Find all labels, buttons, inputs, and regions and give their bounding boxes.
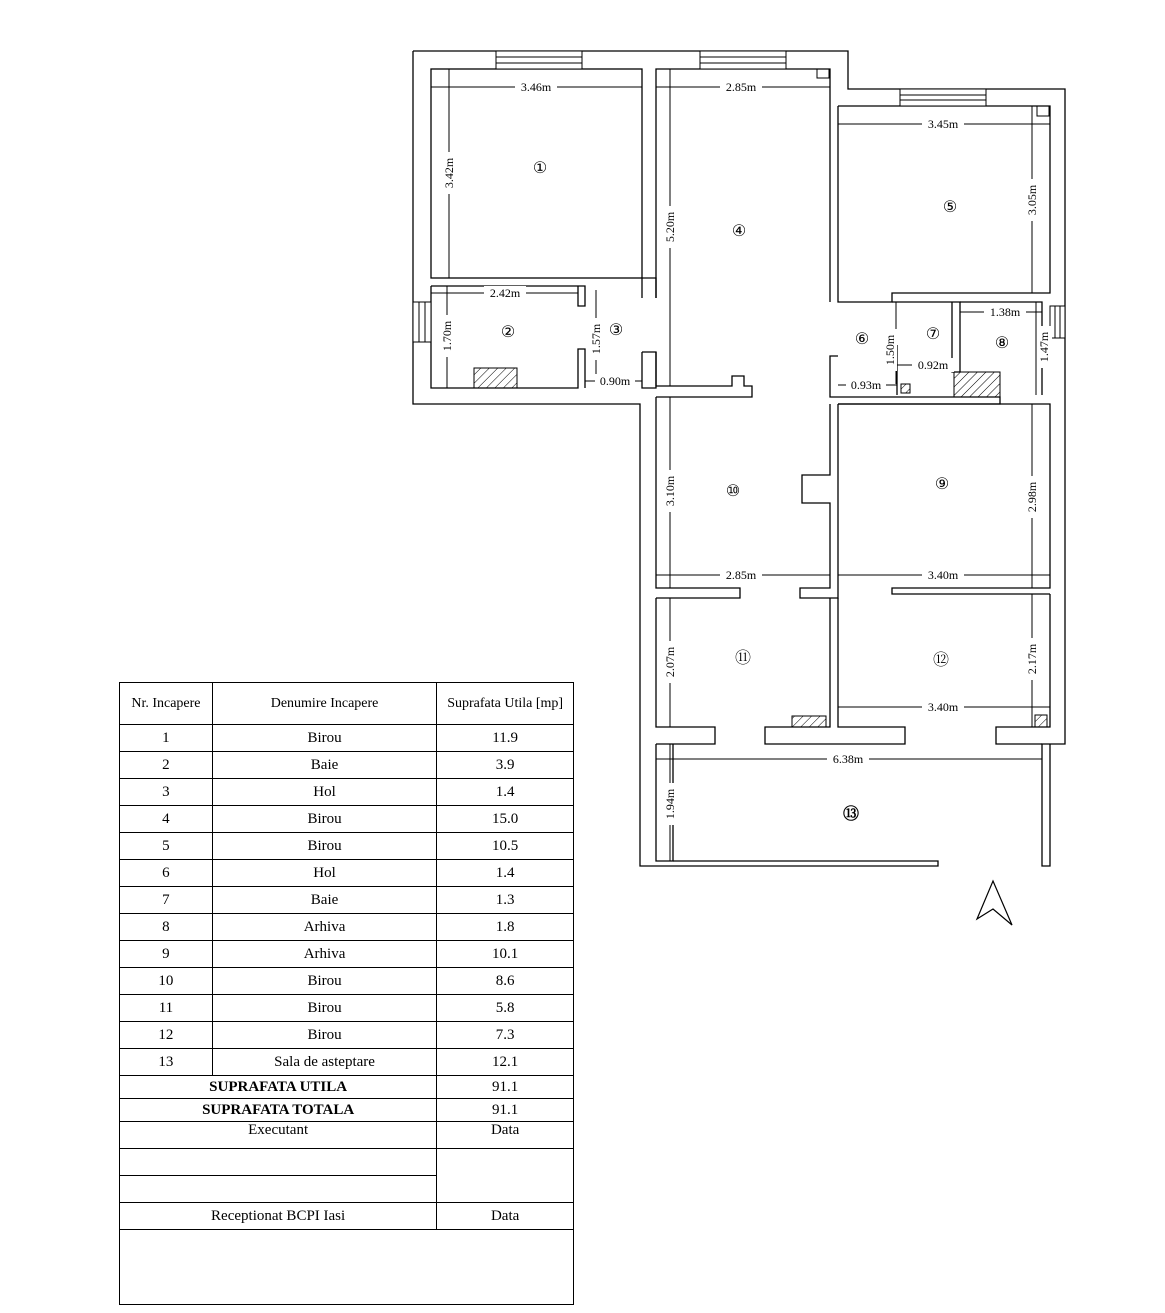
fixture-room-2 [474,368,517,388]
dim-room-8-height: 1.47m [1037,331,1051,363]
executant-blank-cell [120,1149,437,1176]
room-label-8: ⑧ [994,335,1010,352]
cell-nr: 8 [120,914,213,941]
room-3-wall [642,278,656,298]
cell-area: 8.6 [437,968,574,995]
dim-room-2-height: 1.70m [440,320,454,352]
table-row [120,914,574,941]
dim-room-3-height: 1.57m [589,323,603,355]
window-room-1 [496,51,582,69]
received-blank-cell [120,1230,574,1305]
useful-area-value: 91.1 [437,1076,574,1099]
room-label-6: ⑥ [854,331,870,348]
cell-name: Birou [212,995,436,1022]
dim-room-1-height: 3.42m [442,157,456,189]
table-row [120,779,574,806]
table-row [120,725,574,752]
cell-name: Hol [212,779,436,806]
dim-room-1-width: 3.46m [520,80,552,94]
executant-row [120,1122,574,1149]
room-9-10-wall [800,404,838,598]
dim-room-2-width: 2.42m [489,286,521,300]
header-useful-area: Suprafata Utila [mp] [437,683,574,725]
fixture-room-8 [954,372,1000,397]
table-row [120,968,574,995]
room-label-5: ⑤ [942,199,958,216]
cell-name: Sala de asteptare [212,1049,436,1076]
cell-name: Baie [212,887,436,914]
table-header-row [120,683,574,725]
cell-area: 10.1 [437,941,574,968]
window-room-4 [700,51,786,69]
fixture-room-11 [792,716,826,727]
cell-name: Birou [212,1022,436,1049]
header-room-name: Denumire Incapere [212,683,436,725]
cell-nr: 13 [120,1049,213,1076]
room-4-outline [656,69,830,302]
fixtures [474,69,1049,727]
cell-nr: 4 [120,806,213,833]
room-label-1: ① [532,160,548,177]
room-label-7: ⑦ [925,326,941,343]
executant-label: Executant [120,1122,437,1149]
dim-room-13-height: 1.94m [663,788,677,820]
cell-area: 12.1 [437,1049,574,1076]
total-area-row [120,1099,574,1122]
dim-room-8-width: 1.38m [989,305,1021,319]
cell-name: Birou [212,833,436,860]
cell-nr: 10 [120,968,213,995]
room-3-south [642,352,656,388]
dim-room-10-width: 2.85m [725,568,757,582]
cell-area: 3.9 [437,752,574,779]
dim-room-9-width: 3.40m [927,568,959,582]
room-label-3: ③ [608,322,624,339]
cell-area: 11.9 [437,725,574,752]
cell-nr: 6 [120,860,213,887]
cell-nr: 11 [120,995,213,1022]
received-label: Receptionat BCPI Iasi [120,1203,437,1230]
room-labels [501,160,1009,823]
cell-area: 1.4 [437,779,574,806]
table-row [120,860,574,887]
dim-room-4-width: 2.85m [725,80,757,94]
dim-room-10-height: 3.10m [663,475,677,507]
cell-area: 10.5 [437,833,574,860]
fixture-room-7 [901,384,910,393]
room-label-9: ⑨ [934,476,950,493]
fixture-room-5 [1037,106,1049,116]
room-11-east [765,598,905,744]
cell-name: Birou [212,968,436,995]
total-area-value: 91.1 [437,1099,574,1122]
cell-area: 1.4 [437,860,574,887]
dim-room-5-height: 3.05m [1025,184,1039,216]
cell-name: Arhiva [212,941,436,968]
table-row [120,1022,574,1049]
cell-area: 15.0 [437,806,574,833]
fixture-room-12 [1035,715,1047,727]
table-row [120,941,574,968]
room-9-outline [838,404,1050,594]
room-label-11: ⑪ [734,650,752,667]
room-label-12: ⑫ [932,652,950,669]
header-room-number: Nr. Incapere [120,683,213,725]
window-room-5 [900,89,986,106]
dim-room-13-width: 6.38m [832,752,864,766]
dim-room-5-width: 3.45m [927,117,959,131]
cell-name: Hol [212,860,436,887]
window-room-2 [413,302,431,342]
north-arrow-icon [977,881,1012,925]
dim-room-7-height: 1.50m [883,334,897,366]
table-row [120,806,574,833]
dim-room-11-height: 2.07m [663,646,677,678]
cell-area: 1.8 [437,914,574,941]
total-area-label: SUPRAFATA TOTALA [120,1099,437,1122]
cell-area: 7.3 [437,1022,574,1049]
room-label-13: ⑬ [842,806,860,823]
cell-nr: 12 [120,1022,213,1049]
dim-room-6-width: 0.93m [850,378,882,392]
cell-nr: 5 [120,833,213,860]
fixture-room-4 [817,69,829,78]
table-row [120,887,574,914]
executant-blank-row [120,1149,574,1176]
cell-name: Birou [212,806,436,833]
received-row [120,1203,574,1230]
cell-nr: 7 [120,887,213,914]
executant-blank-cell [120,1176,437,1203]
window-room-8 [1050,306,1065,338]
cell-area: 1.3 [437,887,574,914]
executant-date-cell [437,1149,574,1203]
dim-room-4-height: 5.20m [663,211,677,243]
table-row [120,752,574,779]
dim-room-12-width: 3.40m [927,700,959,714]
received-blank-row [120,1230,574,1305]
cell-nr: 1 [120,725,213,752]
table-row [120,995,574,1022]
received-date-label: Data [437,1203,574,1230]
dim-room-3-width: 0.90m [599,374,631,388]
dim-room-9-height: 2.98m [1025,481,1039,513]
dim-room-7-width: 0.92m [917,358,949,372]
room-label-4: ④ [731,223,747,240]
cell-name: Arhiva [212,914,436,941]
cell-nr: 9 [120,941,213,968]
dim-room-12-height: 2.17m [1025,643,1039,675]
table-row [120,833,574,860]
useful-area-row [120,1076,574,1099]
table-row [120,1049,574,1076]
cell-area: 5.8 [437,995,574,1022]
cell-name: Baie [212,752,436,779]
executant-date-label: Data [437,1122,574,1149]
useful-area-label: SUPRAFATA UTILA [120,1076,437,1099]
cell-name: Birou [212,725,436,752]
cell-nr: 3 [120,779,213,806]
room-label-10: ⑩ [725,483,741,500]
room-label-2: ② [500,324,516,341]
cell-nr: 2 [120,752,213,779]
room-area-table [119,682,574,1305]
